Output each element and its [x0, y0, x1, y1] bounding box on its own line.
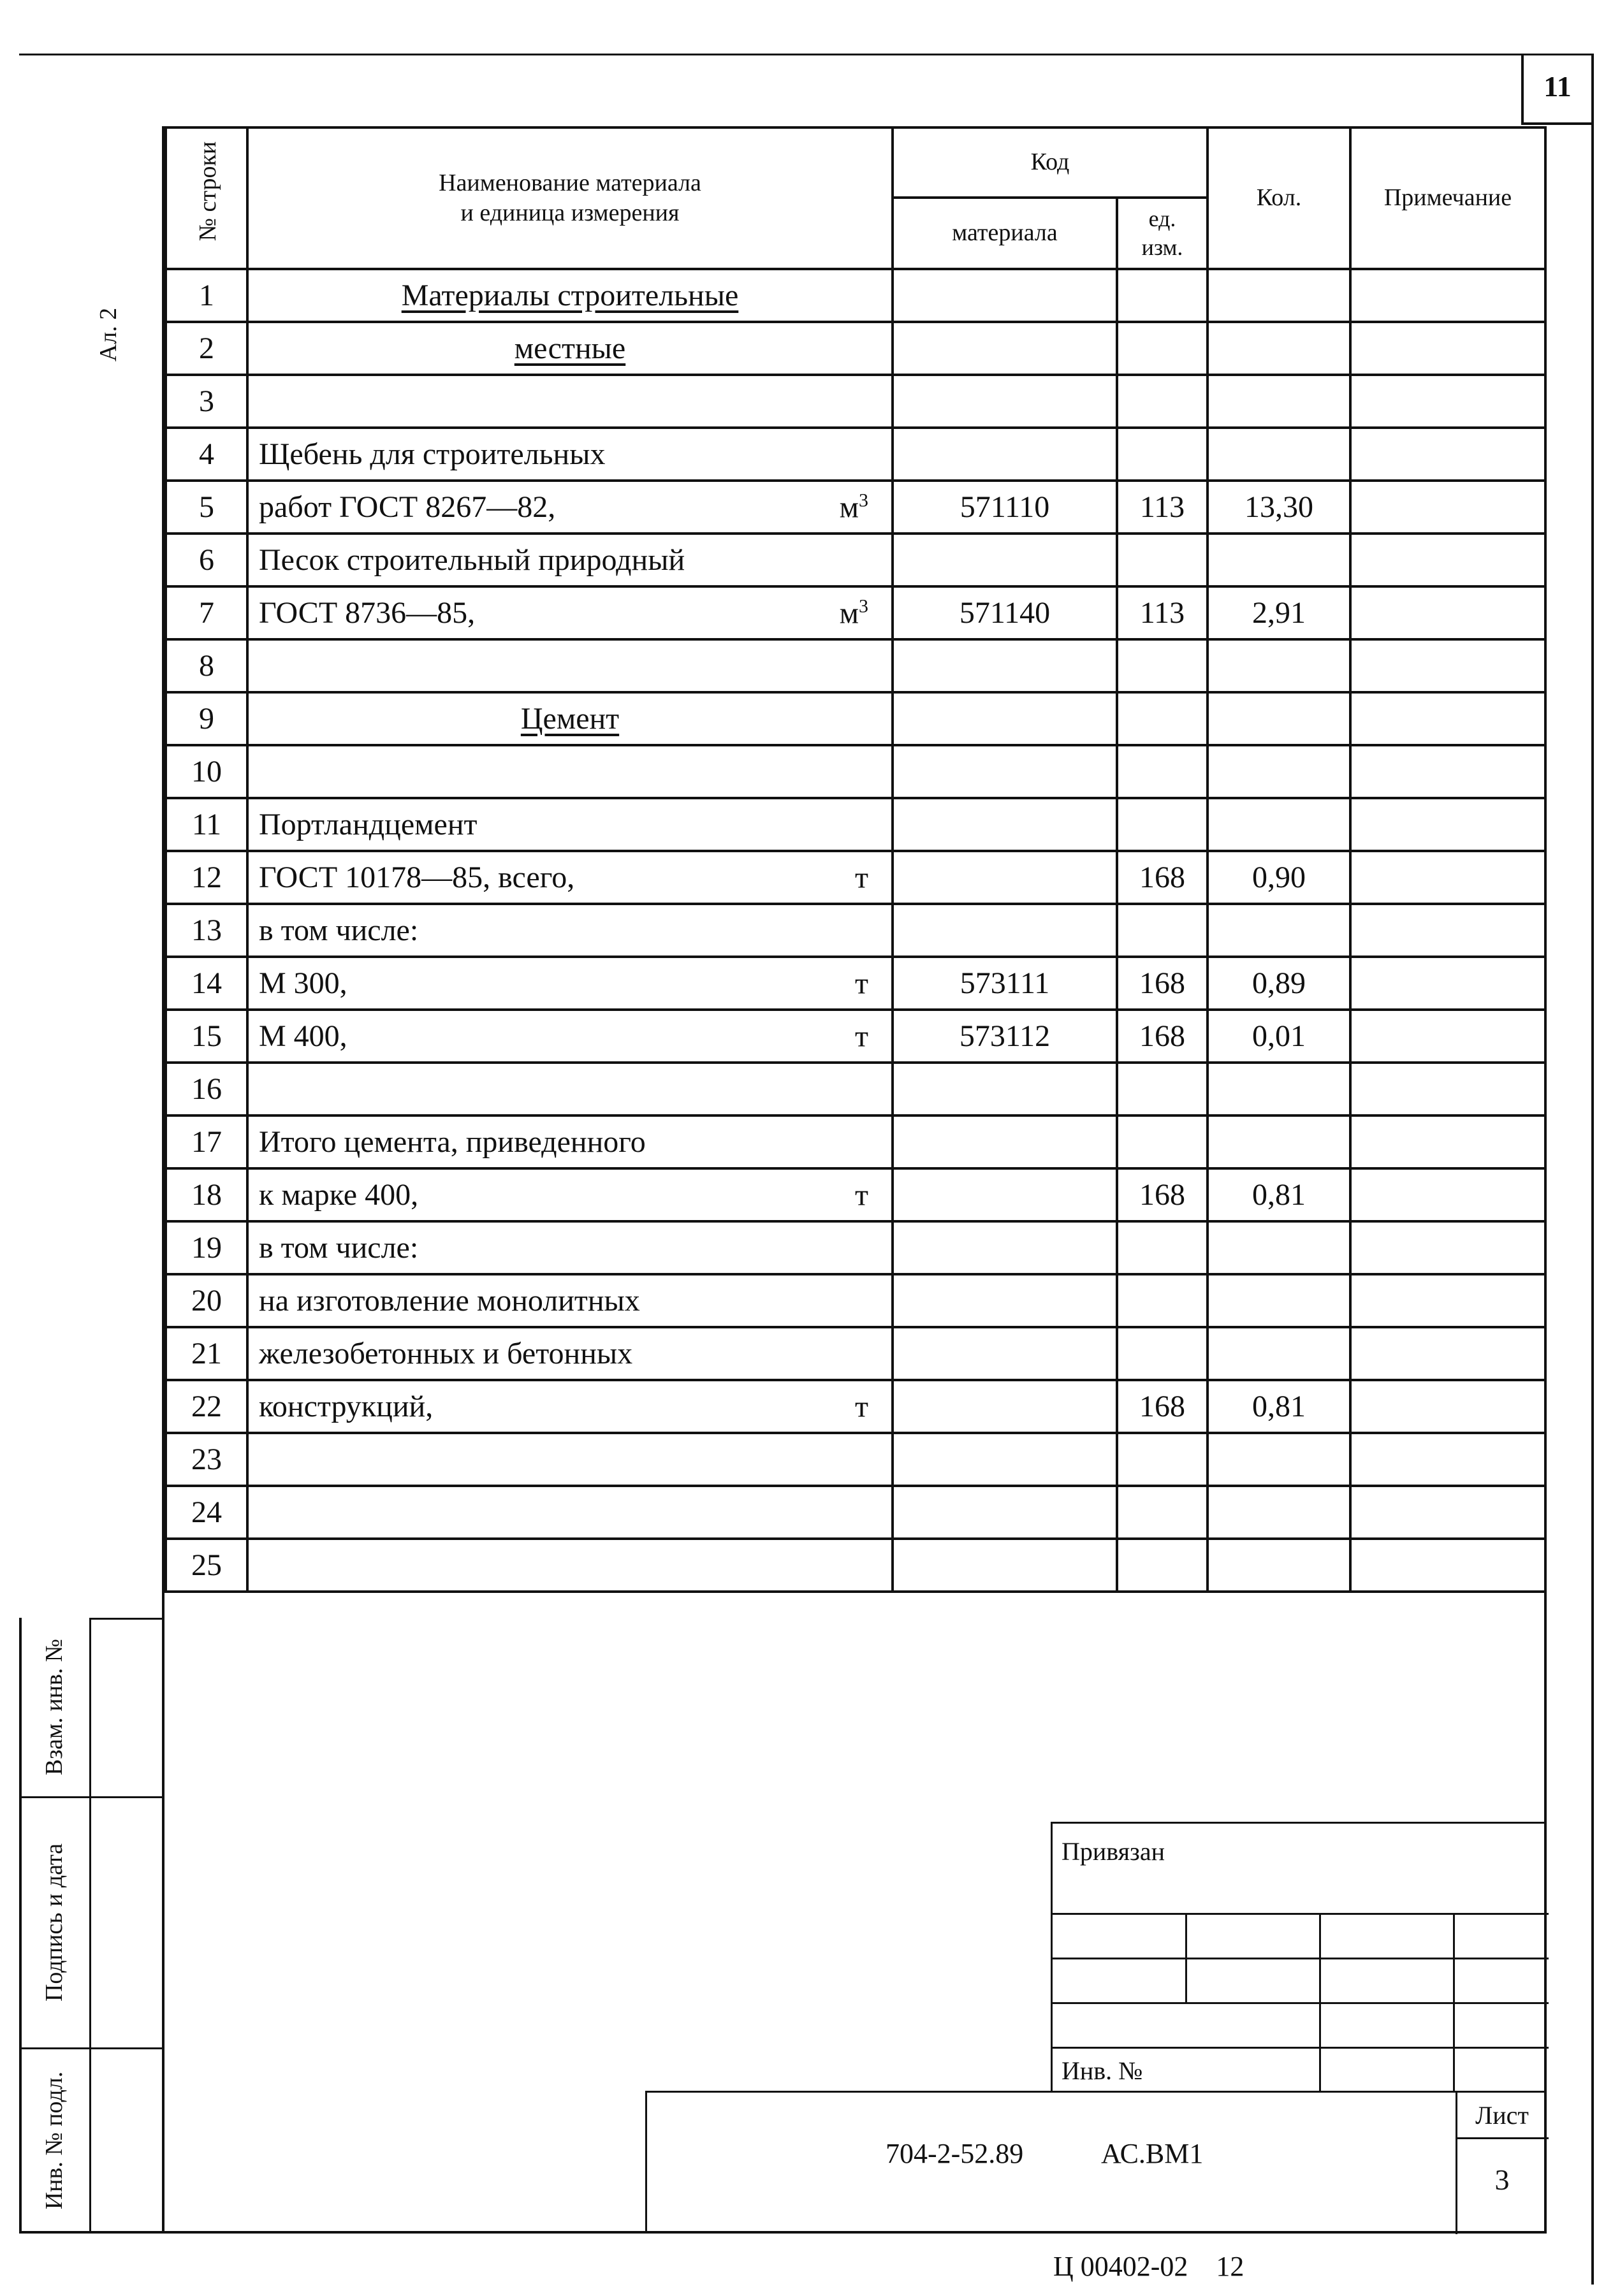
table-row — [166, 375, 1545, 428]
tied-grid-h3 — [1053, 2002, 1549, 2004]
unit-code — [1117, 375, 1208, 428]
row-number: 11 — [166, 798, 247, 851]
material-code — [893, 375, 1117, 428]
unit-of-measure — [855, 966, 868, 1001]
note — [1350, 1327, 1545, 1380]
material-code: 571110 — [893, 481, 1117, 534]
quantity: 0,01 — [1208, 1010, 1350, 1063]
material-code — [893, 1327, 1117, 1380]
row-number: 17 — [166, 1115, 247, 1168]
material-name: М 300, — [259, 966, 347, 1000]
row-number: 5 — [166, 481, 247, 534]
table-row — [166, 692, 1545, 745]
doc-code: 704-2-52.89 — [886, 2138, 1024, 2169]
table-row — [166, 534, 1545, 586]
unit-code — [1117, 1063, 1208, 1115]
material-name-cell — [247, 1168, 893, 1221]
quantity — [1208, 1433, 1350, 1486]
material-code: 573111 — [893, 957, 1117, 1010]
row-number: 1 — [166, 269, 247, 322]
unit-code: 168 — [1117, 851, 1208, 904]
note — [1350, 1063, 1545, 1115]
material-name: на изготовление монолитных — [259, 1284, 640, 1318]
row-number: 19 — [166, 1221, 247, 1274]
material-name-cell — [247, 269, 893, 322]
note — [1350, 798, 1545, 851]
side-stamp-outer-left — [19, 1618, 22, 2234]
row-number: 10 — [166, 745, 247, 798]
material-code — [893, 1433, 1117, 1486]
tied-grid-h2 — [1053, 1958, 1549, 1959]
quantity — [1208, 1063, 1350, 1115]
material-code — [893, 1486, 1117, 1539]
unit-code — [1117, 692, 1208, 745]
unit-code: 168 — [1117, 957, 1208, 1010]
header-row-number — [166, 127, 247, 269]
quantity — [1208, 904, 1350, 957]
doc-mark: АС.ВМ1 — [1101, 2138, 1204, 2169]
top-border-line — [19, 54, 1594, 55]
unit-text: т — [855, 1178, 868, 1212]
note — [1350, 269, 1545, 322]
material-code — [893, 428, 1117, 481]
material-name-cell — [247, 1063, 893, 1115]
table-row — [166, 1168, 1545, 1221]
header-code: Код — [893, 127, 1208, 198]
row-number: 21 — [166, 1327, 247, 1380]
side-stamp — [19, 1618, 163, 2234]
quantity — [1208, 639, 1350, 692]
note — [1350, 1433, 1545, 1486]
quantity: 0,90 — [1208, 851, 1350, 904]
table-row — [166, 1221, 1545, 1274]
material-code — [893, 1539, 1117, 1592]
quantity — [1208, 322, 1350, 375]
unit-code — [1117, 1115, 1208, 1168]
material-code — [893, 639, 1117, 692]
unit-code — [1117, 1433, 1208, 1486]
row-number: 23 — [166, 1433, 247, 1486]
material-code — [893, 322, 1117, 375]
note — [1350, 851, 1545, 904]
table-row — [166, 904, 1545, 957]
unit-code — [1117, 269, 1208, 322]
unit-code: 168 — [1117, 1010, 1208, 1063]
row-number: 15 — [166, 1010, 247, 1063]
material-code — [893, 745, 1117, 798]
table-row — [166, 639, 1545, 692]
table-row — [166, 428, 1545, 481]
material-name: Цемент — [520, 702, 620, 736]
unit-code — [1117, 745, 1208, 798]
material-name-cell — [247, 481, 893, 534]
note — [1350, 1115, 1545, 1168]
material-name: М 400, — [259, 1019, 347, 1053]
table-row — [166, 586, 1545, 639]
quantity — [1208, 1115, 1350, 1168]
material-name: Итого цемента, приведенного — [259, 1125, 646, 1159]
unit-code — [1117, 1221, 1208, 1274]
material-code — [893, 1380, 1117, 1433]
material-name-cell — [247, 428, 893, 481]
material-name-cell — [247, 1380, 893, 1433]
unit-code: 113 — [1117, 586, 1208, 639]
material-code — [893, 534, 1117, 586]
note — [1350, 375, 1545, 428]
material-name-cell — [247, 586, 893, 639]
side-stamp-divider-2 — [19, 2047, 164, 2049]
note — [1350, 904, 1545, 957]
row-number: 18 — [166, 1168, 247, 1221]
note — [1350, 1380, 1545, 1433]
quantity — [1208, 1327, 1350, 1380]
table-row — [166, 322, 1545, 375]
unit-text: т — [855, 1019, 868, 1053]
material-name: железобетонных и бетонных — [259, 1337, 633, 1370]
material-name-cell — [247, 1327, 893, 1380]
material-name: ГОСТ 10178—85, всего, — [259, 861, 575, 894]
material-code — [893, 1274, 1117, 1327]
header-note: Примечание — [1350, 127, 1545, 269]
unit-text: т — [855, 861, 868, 894]
row-number: 8 — [166, 639, 247, 692]
material-code — [893, 269, 1117, 322]
material-name-cell — [247, 957, 893, 1010]
row-number: 2 — [166, 322, 247, 375]
quantity — [1208, 1221, 1350, 1274]
table-row — [166, 1539, 1545, 1592]
material-name-cell — [247, 692, 893, 745]
quantity: 0,81 — [1208, 1168, 1350, 1221]
note — [1350, 322, 1545, 375]
material-name-cell — [247, 534, 893, 586]
material-name-cell — [247, 851, 893, 904]
row-number: 20 — [166, 1274, 247, 1327]
tied-grid-v1 — [1185, 1913, 1187, 2002]
unit-code — [1117, 904, 1208, 957]
material-name: в том числе: — [259, 1231, 419, 1265]
header-qty: Кол. — [1208, 127, 1350, 269]
material-code — [893, 904, 1117, 957]
unit-text: т — [855, 1390, 868, 1423]
material-name-cell — [247, 1115, 893, 1168]
quantity — [1208, 375, 1350, 428]
row-number: 7 — [166, 586, 247, 639]
tied-grid-v2 — [1319, 1913, 1321, 2091]
material-name-cell — [247, 1274, 893, 1327]
note — [1350, 1010, 1545, 1063]
side-stamp-divider-v — [89, 1618, 91, 2234]
quantity — [1208, 1486, 1350, 1539]
table-row — [166, 1486, 1545, 1539]
note — [1350, 586, 1545, 639]
note — [1350, 1221, 1545, 1274]
sheet-number: 3 — [1494, 2163, 1510, 2196]
footer-code: Ц 00402-02 12 — [1053, 2251, 1244, 2282]
material-name-cell — [247, 1010, 893, 1063]
material-name-cell — [247, 1221, 893, 1274]
note — [1350, 1168, 1545, 1221]
tied-grid-v3 — [1453, 1913, 1455, 2091]
row-number: 24 — [166, 1486, 247, 1539]
side-stamp-signature-date: Подпись и дата — [41, 1843, 68, 2002]
unit-code — [1117, 534, 1208, 586]
tied-grid-h1 — [1053, 1913, 1549, 1915]
quantity: 0,81 — [1208, 1380, 1350, 1433]
tied-grid-h4 — [1053, 2047, 1549, 2049]
side-stamp-replaced-inv: Взам. инв. № — [41, 1638, 68, 1776]
unit-code — [1117, 1274, 1208, 1327]
inv-label: Инв. № — [1062, 2056, 1143, 2085]
unit-code: 113 — [1117, 481, 1208, 534]
side-stamp-divider-1 — [19, 1796, 164, 1798]
quantity: 13,30 — [1208, 481, 1350, 534]
table-row — [166, 1063, 1545, 1115]
material-name: Песок строительный природный — [259, 543, 685, 577]
quantity — [1208, 534, 1350, 586]
material-name-cell — [247, 375, 893, 428]
header-name — [247, 127, 893, 269]
unit-code: 168 — [1117, 1168, 1208, 1221]
table-row — [166, 957, 1545, 1010]
table-row — [166, 1274, 1545, 1327]
unit-of-measure — [855, 1389, 868, 1424]
material-name-cell — [247, 798, 893, 851]
side-stamp-top — [89, 1618, 164, 1620]
row-number: 13 — [166, 904, 247, 957]
note — [1350, 957, 1545, 1010]
table-row — [166, 798, 1545, 851]
unit-of-measure — [840, 490, 868, 525]
material-code — [893, 1115, 1117, 1168]
material-name: местные — [514, 331, 626, 365]
unit-code — [1117, 322, 1208, 375]
material-name-cell — [247, 1433, 893, 1486]
unit-code — [1117, 1327, 1208, 1380]
note — [1350, 1486, 1545, 1539]
table-row — [166, 851, 1545, 904]
note — [1350, 639, 1545, 692]
quantity: 2,91 — [1208, 586, 1350, 639]
unit-code — [1117, 1539, 1208, 1592]
quantity — [1208, 798, 1350, 851]
note — [1350, 534, 1545, 586]
table-row — [166, 1327, 1545, 1380]
sheet-label: Лист — [1475, 2101, 1529, 2130]
sheet-divider-h — [1456, 2137, 1549, 2139]
table-row — [166, 1010, 1545, 1063]
table-row — [166, 1380, 1545, 1433]
quantity — [1208, 692, 1350, 745]
unit-of-measure — [855, 860, 868, 895]
header-name-label: Наименование материала и единица измерения — [439, 169, 701, 226]
material-code — [893, 1168, 1117, 1221]
material-name: Портландцемент — [259, 808, 478, 841]
material-code: 571140 — [893, 586, 1117, 639]
material-name-cell — [247, 1539, 893, 1592]
quantity — [1208, 1539, 1350, 1592]
page-number-box — [1521, 54, 1591, 125]
tied-block — [1051, 1822, 1547, 2092]
unit-text: м — [839, 490, 859, 524]
material-name: ГОСТ 8736—85, — [259, 596, 476, 630]
right-border-line — [1591, 54, 1594, 2285]
material-code — [893, 1221, 1117, 1274]
material-name-cell — [247, 745, 893, 798]
material-code — [893, 851, 1117, 904]
unit-text: т — [855, 966, 868, 1000]
table-row — [166, 745, 1545, 798]
row-number: 4 — [166, 428, 247, 481]
row-number: 12 — [166, 851, 247, 904]
tied-label: Привязан — [1062, 1837, 1165, 1866]
unit-superscript: 3 — [859, 595, 868, 616]
note — [1350, 1539, 1545, 1592]
material-name-cell — [247, 904, 893, 957]
side-stamp-inv-original: Инв. № подл. — [41, 2071, 68, 2210]
unit-text: м — [839, 596, 859, 630]
unit-code — [1117, 639, 1208, 692]
quantity — [1208, 745, 1350, 798]
quantity — [1208, 269, 1350, 322]
row-number: 22 — [166, 1380, 247, 1433]
album-label: Ал. 2 — [95, 307, 122, 362]
row-number: 6 — [166, 534, 247, 586]
material-code — [893, 692, 1117, 745]
material-name: конструкций, — [259, 1390, 434, 1423]
row-number: 14 — [166, 957, 247, 1010]
note — [1350, 428, 1545, 481]
note — [1350, 481, 1545, 534]
note — [1350, 692, 1545, 745]
unit-code — [1117, 428, 1208, 481]
header-code-unit-label: ед. изм. — [1141, 206, 1183, 260]
table-row — [166, 1433, 1545, 1486]
quantity: 0,89 — [1208, 957, 1350, 1010]
material-name-cell — [247, 639, 893, 692]
material-name-cell — [247, 322, 893, 375]
quantity — [1208, 1274, 1350, 1327]
note — [1350, 745, 1545, 798]
main-stamp — [645, 2091, 1547, 2232]
unit-code: 168 — [1117, 1380, 1208, 1433]
material-name-cell — [247, 1486, 893, 1539]
header-code-unit — [1117, 198, 1208, 269]
table-row — [166, 1115, 1545, 1168]
unit-superscript: 3 — [859, 490, 868, 511]
row-number: 3 — [166, 375, 247, 428]
table-row — [166, 481, 1545, 534]
row-number: 9 — [166, 692, 247, 745]
material-code — [893, 798, 1117, 851]
material-code — [893, 1063, 1117, 1115]
unit-of-measure — [855, 1177, 868, 1212]
unit-code — [1117, 1486, 1208, 1539]
material-name: Материалы строительные — [401, 279, 739, 312]
row-number: 16 — [166, 1063, 247, 1115]
quantity — [1208, 428, 1350, 481]
header-row-number-label: № строки — [194, 141, 221, 242]
table-row — [166, 269, 1545, 322]
materials-table — [164, 126, 1547, 1593]
row-number: 25 — [166, 1539, 247, 1592]
material-name: в том числе: — [259, 913, 419, 947]
unit-code — [1117, 798, 1208, 851]
page-number: 11 — [1543, 70, 1572, 103]
header-code-material: материала — [893, 198, 1117, 269]
material-name: работ ГОСТ 8267—82, — [259, 490, 556, 524]
material-name: к марке 400, — [259, 1178, 419, 1212]
unit-of-measure — [840, 595, 868, 630]
note — [1350, 1274, 1545, 1327]
material-code: 573112 — [893, 1010, 1117, 1063]
material-name: Щебень для строительных — [259, 437, 606, 471]
unit-of-measure — [855, 1019, 868, 1054]
